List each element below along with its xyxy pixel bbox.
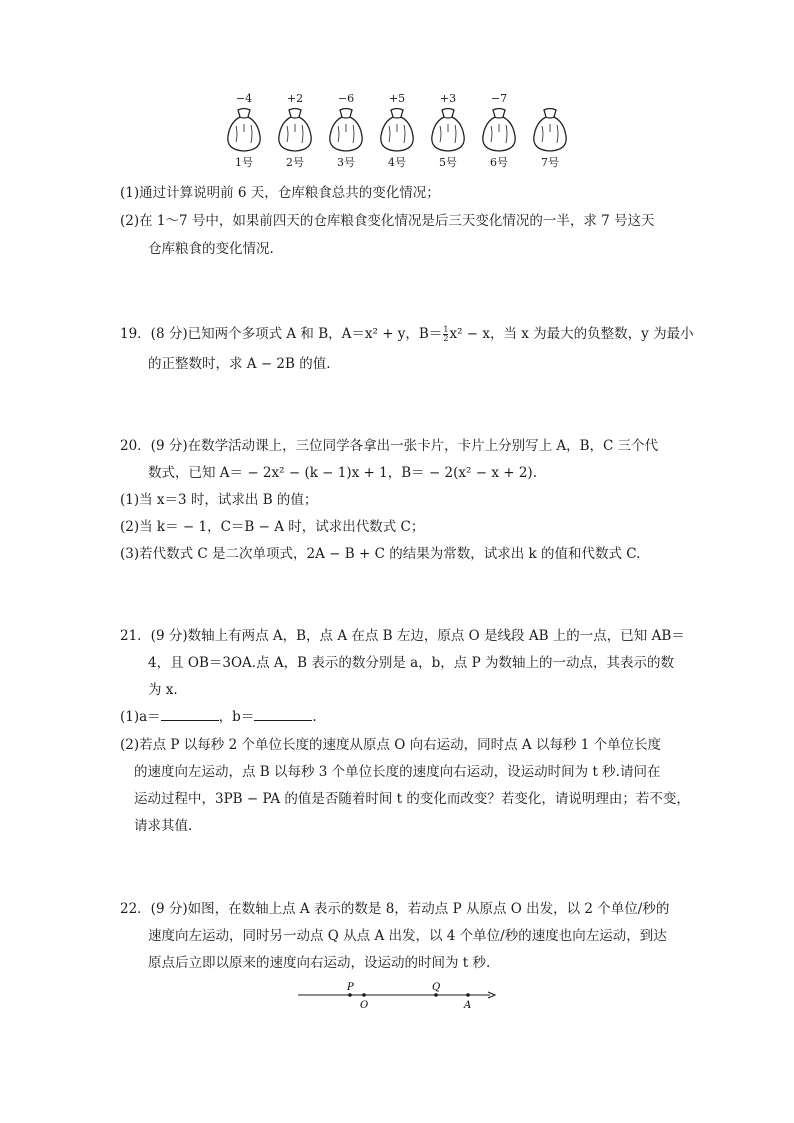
q20-line2: 数式，已知 A＝ − 2x² − (k − 1)x + 1，B＝ − 2(x² − x + 2). [148,465,537,481]
fraction-denominator: 2 [443,334,449,343]
point-o-dot [362,993,366,997]
q20-line1: 20．(9 分)在数学活动课上，三位同学各拿出一张卡片，卡片上分别写上 A，B，C 三个代 [120,438,659,454]
fraction-one-half [443,326,448,343]
label-p: P [347,982,354,993]
q20-part2: (2)当 k＝ − 1，C＝B − A 时，试求出代数式 C； [120,519,425,535]
label-o: O [360,1000,369,1011]
q21-part2-line1: (2)若点 P 以每秒 2 个单位长度的速度从原点 O 向右运动，同时点 A 以每秒 1 个单位长度 [120,737,662,753]
q19-line2: 的正整数时，求 A − 2B 的值. [148,356,331,372]
q18-part1: (1)通过计算说明前 6 天，仓库粮食总共的变化情况； [120,185,440,201]
q22-line2: 速度向左运动，同时另一动点 Q 从点 A 出发，以 4 个单位/秒的速度也向左运动，到达 [148,928,667,944]
q18-part2-line2: 仓库粮食的变化情况. [148,241,274,257]
bag-label: 6号 [490,156,508,169]
q21-a-label: (1)a＝ [120,709,161,725]
q21-part1 [120,707,317,727]
q21-end: . [312,709,317,725]
bag-value: +5 [388,92,406,105]
bag-value: −6 [337,92,355,105]
q18-part2-line1: (2)在 1～7 号中，如果前四天的仓库粮食变化情况是后三天变化情况的一半，求 7 号这天 [120,213,655,229]
q22-line3: 原点后立即以原来的速度向右运动，设运动的时间为 t 秒. [148,955,491,971]
q21-line3: 为 x. [148,682,178,698]
answer-blank-b[interactable] [254,708,312,721]
bag-5 [426,92,470,178]
q19-line1 [120,324,694,344]
q21-b-label: ，b＝ [218,709,255,725]
bag-value: −4 [235,92,253,105]
fraction-numerator: 1 [443,325,449,334]
q21-line2: 4，且 OB＝3OA.点 A，B 表示的数分别是 a，b，点 P 为数轴上的一动点，其表示的数 [148,655,674,671]
bag-6 [477,92,521,178]
point-a-dot [466,993,470,997]
sack-icon [428,106,468,154]
bag-label: 7号 [541,156,559,169]
q19-text-a: 19．(8 分)已知两个多项式 A 和 B，A＝x² + y，B＝ [120,326,443,342]
point-p-dot [348,993,352,997]
answer-blank-a[interactable] [161,708,219,721]
q21-part2-line3: 运动过程中，3PB − PA 的值是否随着时间 t 的变化而改变？若变化，请说明理由；若不变， [134,791,690,807]
bag-value: +3 [439,92,457,105]
bag-value: −7 [490,92,508,105]
grain-bags-figure [222,92,562,182]
q21-part2-line2: 的速度向左运动，点 B 以每秒 3 个单位长度的速度向右运动，设运动时间为 t 秒.请问在 [134,764,661,780]
bag-7 [528,92,572,178]
sack-icon [275,106,315,154]
point-q-dot [434,993,438,997]
bag-label: 5号 [439,156,457,169]
bag-3 [324,92,368,178]
bag-2 [273,92,317,178]
sack-icon [479,106,519,154]
sack-icon [530,106,570,154]
q21-line1: 21．(9 分)数轴上有两点 A，B，点 A 在点 B 左边，原点 O 是线段 AB 上的一点，已知 AB＝ [120,628,685,644]
bag-1 [222,92,266,178]
bag-label: 4号 [388,156,406,169]
bag-label: 3号 [337,156,355,169]
sack-icon [377,106,417,154]
bag-label: 1号 [235,156,253,169]
q20-part3: (3)若代数式 C 是二次单项式，2A − B + C 的结果为常数，试求出 k 的值和代数式 C. [120,546,641,562]
bag-4 [375,92,419,178]
label-a: A [464,1000,472,1011]
q21-part2-line4: 请求其值. [134,818,193,834]
q19-text-b: x² − x，当 x 为最大的负整数，y 为最小 [449,326,694,342]
bag-label: 2号 [286,156,304,169]
q20-part1: (1)当 x＝3 时，试求出 B 的值； [120,492,318,508]
number-line-figure [290,978,505,1014]
label-q: Q [432,982,441,993]
bag-value: +2 [286,92,304,105]
bag-value [528,92,572,106]
sack-icon [224,106,264,154]
sack-icon [326,106,366,154]
q22-line1: 22．(9 分)如图，在数轴上点 A 表示的数是 8，若动点 P 从原点 O 出发，以 2 个单位/秒的 [120,901,670,917]
